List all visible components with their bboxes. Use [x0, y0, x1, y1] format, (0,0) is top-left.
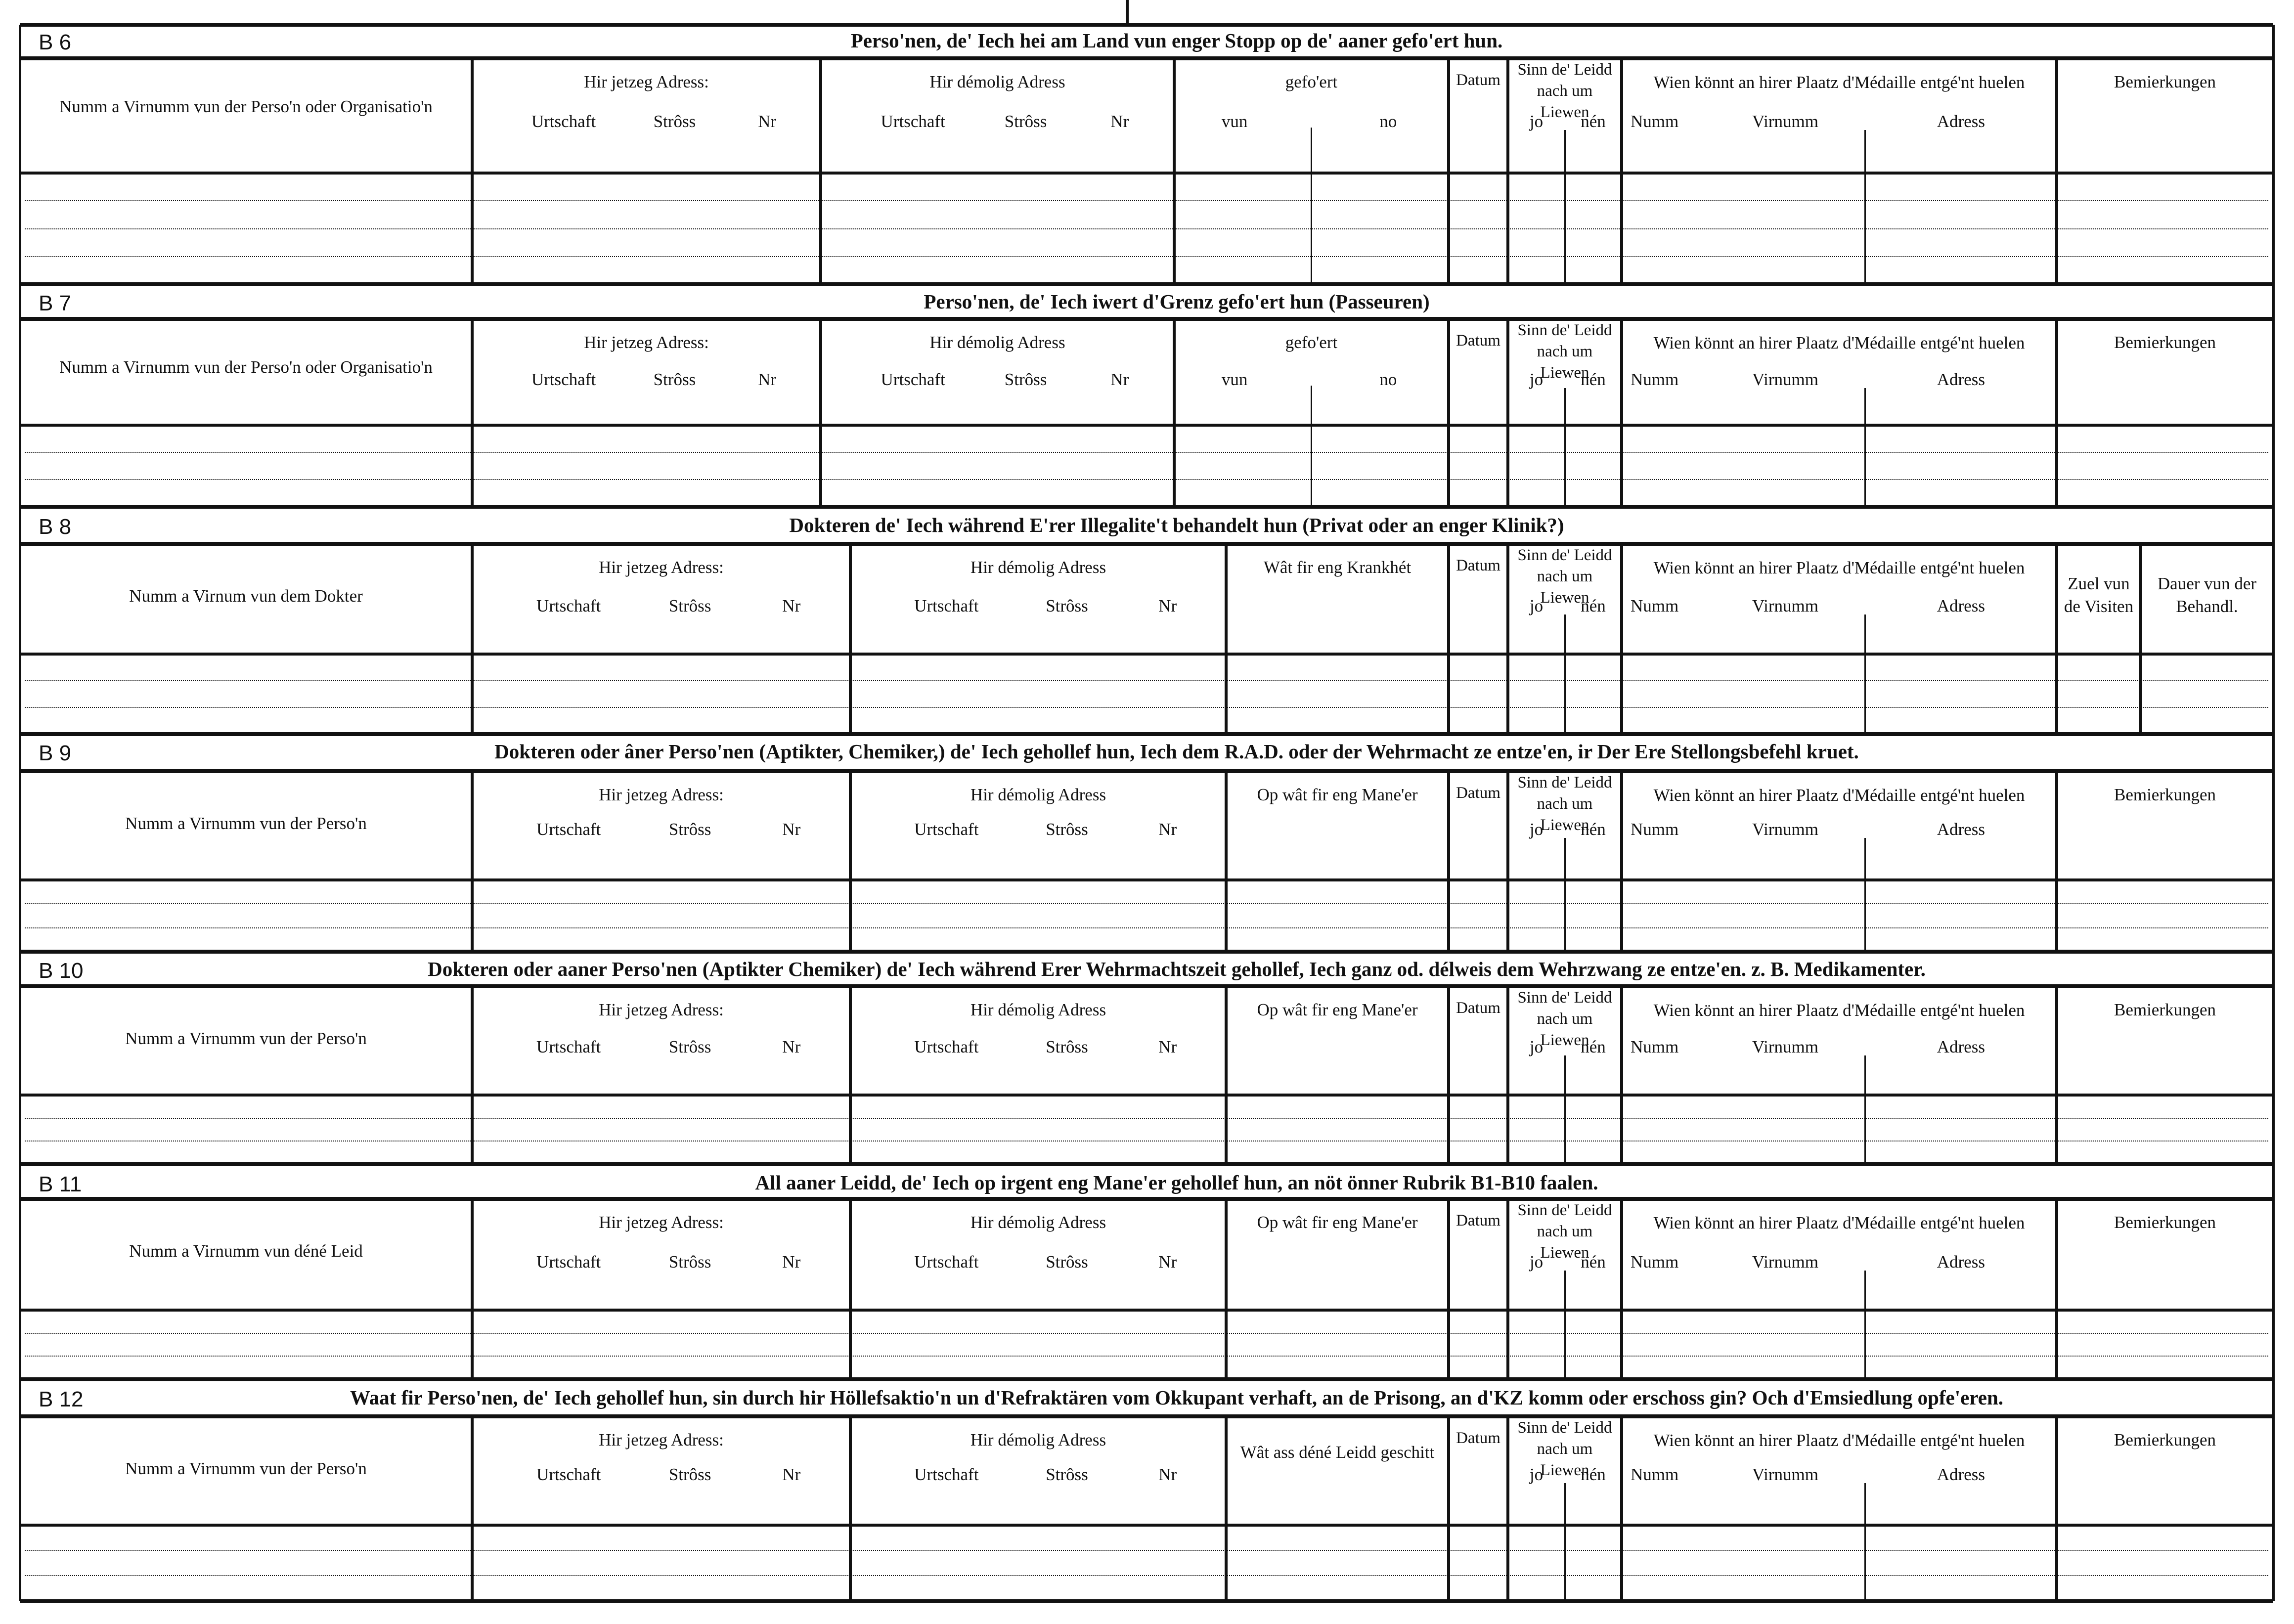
urtschaft-label: Urtschaft [881, 370, 945, 389]
adress-label: Adress [1937, 370, 1985, 389]
numm-label: Numm [1631, 370, 1679, 389]
virnumm-label: Virnumm [1752, 370, 1819, 389]
stross-label: Strôss [1046, 1037, 1088, 1056]
sinn-label: Sinn de' Leidd nach um Liewen [1517, 61, 1612, 121]
writing-line [25, 1333, 2268, 1334]
urtschaft-label: Urtschaft [914, 820, 979, 839]
adress-label: Adress [1937, 1037, 1985, 1056]
urtschaft-label: Urtschaft [536, 1252, 601, 1272]
column-divider [1447, 58, 1450, 284]
urtschaft-label: Urtschaft [914, 1252, 979, 1272]
column-divider [1173, 319, 1176, 507]
medal-address-divider [1864, 1483, 1866, 1601]
urtschaft-label: Urtschaft [536, 820, 601, 839]
vun-label: vun [1221, 370, 1248, 389]
numm-label: Numm [1631, 112, 1679, 131]
numm-label: Numm [1631, 596, 1679, 615]
urtschaft-label: Urtschaft [914, 596, 979, 615]
name-column-label: Numm a Virnum vun dem Dokter [129, 586, 363, 606]
stross-label: Strôss [1004, 370, 1047, 389]
remarks-label: Bemierkungen [2114, 1000, 2216, 1019]
jo-nen-divider [1564, 1483, 1566, 1601]
name-column-label: Numm a Virnumm vun der Perso'n [125, 814, 367, 833]
jo-label: jo [1529, 1252, 1544, 1272]
column-divider [1506, 771, 1509, 952]
stross-label: Strôss [668, 596, 711, 615]
column-divider [471, 544, 474, 734]
section-code: B 6 [39, 30, 72, 54]
column-divider [1447, 986, 1450, 1164]
no-label: no [1379, 370, 1397, 389]
nr-label: Nr [1158, 1037, 1177, 1056]
section-code: B 11 [39, 1172, 82, 1196]
writing-line [25, 200, 2268, 201]
column-divider [2055, 319, 2058, 507]
column-divider [2055, 771, 2058, 952]
nr-label: Nr [1110, 112, 1129, 131]
datum-label: Datum [1456, 1212, 1500, 1229]
jo-label: jo [1529, 1037, 1544, 1056]
urtschaft-label: Urtschaft [536, 1037, 601, 1056]
jo-label: jo [1529, 596, 1544, 615]
frame-right [2272, 25, 2275, 1601]
column-divider [1506, 1416, 1509, 1601]
section-title: Perso'nen, de' Iech hei am Land vun enger Stopp op de' aaner gefo'ert hun. [850, 29, 1503, 52]
adress-label: Adress [1937, 596, 1985, 615]
current-address-label: Hir jetzeg Adress: [599, 785, 724, 804]
section-body-rule [20, 424, 2273, 427]
gefoert-label: gefo'ert [1285, 333, 1338, 352]
jo-nen-divider [1564, 838, 1566, 952]
duration-label: Dauer vun der Behandl. [2157, 574, 2257, 616]
urtschaft-label: Urtschaft [914, 1465, 979, 1484]
section-bottom-rule [20, 282, 2273, 286]
stross-label: Strôss [1046, 1252, 1088, 1272]
section-header-rule [20, 317, 2273, 321]
column-divider [1225, 771, 1228, 952]
medal-address-divider [1864, 388, 1866, 507]
column-divider [849, 771, 852, 952]
column-divider [1620, 58, 1623, 284]
nr-label: Nr [758, 112, 777, 131]
urtschaft-label: Urtschaft [531, 370, 596, 389]
section-code: B 9 [39, 741, 72, 765]
former-address-label: Hir démolig Adress [929, 72, 1065, 91]
column-divider [1447, 771, 1450, 952]
nr-label: Nr [758, 370, 777, 389]
writing-line [25, 927, 2268, 928]
numm-label: Numm [1631, 1252, 1679, 1272]
section-bottom-rule [20, 1377, 2273, 1381]
former-address-label: Hir démolig Adress [970, 558, 1106, 577]
column-divider [1225, 1199, 1228, 1379]
medal-address-divider [1864, 130, 1866, 284]
column-divider [471, 58, 474, 284]
column-divider [2055, 1199, 2058, 1379]
section-title: Dokteren de' Iech während E'rer Illegalite't behandelt hun (Privat oder an enger Klinik?) [789, 514, 1564, 536]
writing-line [25, 903, 2268, 904]
remarks-label: Bemierkungen [2114, 72, 2216, 91]
frame-left [19, 25, 21, 1601]
current-address-label: Hir jetzeg Adress: [599, 1430, 724, 1449]
stross-label: Strôss [668, 820, 711, 839]
urtschaft-label: Urtschaft [881, 112, 945, 131]
remarks-label: Bemierkungen [2114, 333, 2216, 352]
adress-label: Adress [1937, 820, 1985, 839]
name-column-label: Numm a Virnumm vun der Perso'n [125, 1029, 367, 1048]
illness-label: Wât fir eng Krankhét [1263, 558, 1412, 577]
column-divider [1620, 1416, 1623, 1601]
medal-address-divider [1864, 1055, 1866, 1164]
jo-nen-divider [1564, 130, 1566, 284]
medal-label: Wien könnt an hirer Plaatz d'Médaille entgé'nt huelen [1653, 786, 2025, 805]
section-title: Perso'nen, de' Iech iwert d'Grenz gefo'ert hun (Passeuren) [924, 290, 1430, 313]
manner-label: Op wât fir eng Mane'er [1257, 1213, 1418, 1232]
stross-label: Strôss [668, 1252, 711, 1272]
what-happened-label: Wât ass déné Leidd geschitt [1240, 1443, 1435, 1462]
datum-label: Datum [1456, 999, 1500, 1017]
sinn-label: Sinn de' Leidd nach um Liewen [1517, 774, 1612, 834]
column-divider [849, 986, 852, 1164]
column-divider [471, 1199, 474, 1379]
column-divider [1620, 771, 1623, 952]
numm-label: Numm [1631, 1037, 1679, 1056]
column-divider [849, 1416, 852, 1601]
section-header-rule [20, 542, 2273, 546]
sinn-label: Sinn de' Leidd nach um Liewen [1517, 1419, 1612, 1479]
nen-label: nén [1581, 1037, 1606, 1056]
stross-label: Strôss [1046, 1465, 1088, 1484]
nr-label: Nr [782, 820, 801, 839]
nen-label: nén [1581, 1252, 1606, 1272]
writing-line [25, 452, 2268, 453]
jo-label: jo [1529, 820, 1544, 839]
jo-nen-divider [1564, 1271, 1566, 1379]
column-divider [471, 319, 474, 507]
nr-label: Nr [782, 1465, 801, 1484]
section-bottom-rule [20, 732, 2273, 736]
writing-line [25, 228, 2268, 229]
writing-line [25, 1550, 2268, 1551]
column-divider [849, 1199, 852, 1379]
nen-label: nén [1581, 112, 1606, 131]
nr-label: Nr [1110, 370, 1129, 389]
stross-label: Strôss [653, 112, 696, 131]
jo-nen-divider [1564, 388, 1566, 507]
stross-label: Strôss [1046, 820, 1088, 839]
column-divider [1447, 319, 1450, 507]
virnumm-label: Virnumm [1752, 820, 1819, 839]
section-title: Dokteren oder âner Perso'nen (Aptikter, Chemiker,) de' Iech gehollef hun, Iech dem R.A.D. oder der Wehrmacht ze entze'en, ir Der Ere Stellongsbefehl kruet. [494, 740, 1859, 763]
current-address-label: Hir jetzeg Adress: [584, 333, 709, 352]
column-divider [2139, 544, 2142, 734]
writing-line [25, 707, 2268, 708]
section-bottom-rule [20, 950, 2273, 954]
remarks-label: Bemierkungen [2114, 785, 2216, 804]
visits-label: Zuel vun de Visiten [2064, 574, 2134, 616]
nr-label: Nr [1158, 1252, 1177, 1272]
column-divider [1447, 1199, 1450, 1379]
section-body-rule [20, 172, 2273, 175]
writing-line [25, 1118, 2268, 1119]
column-divider [2055, 1416, 2058, 1601]
stross-label: Strôss [653, 370, 696, 389]
nr-label: Nr [1158, 596, 1177, 615]
section-bottom-rule [20, 505, 2273, 509]
frame-top [20, 23, 2273, 27]
former-address-label: Hir démolig Adress [970, 785, 1106, 804]
name-column-label: Numm a Virnumm vun der Perso'n oder Organisatio'n [59, 357, 433, 377]
name-column-label: Numm a Virnumm vun der Perso'n [125, 1459, 367, 1478]
section-body-rule [20, 1094, 2273, 1097]
manner-label: Op wât fir eng Mane'er [1257, 1000, 1418, 1019]
remarks-label: Bemierkungen [2114, 1213, 2216, 1232]
column-divider [2055, 58, 2058, 284]
writing-line [25, 479, 2268, 480]
current-address-label: Hir jetzeg Adress: [599, 1000, 724, 1019]
datum-label: Datum [1456, 1429, 1500, 1447]
section-code: B 8 [39, 515, 72, 539]
current-address-label: Hir jetzeg Adress: [599, 558, 724, 577]
name-column-label: Numm a Virnumm vun der Perso'n oder Organisatio'n [59, 97, 433, 116]
column-divider [1506, 986, 1509, 1164]
medal-label: Wien könnt an hirer Plaatz d'Médaille entgé'nt huelen [1653, 1001, 2025, 1020]
writing-line [25, 680, 2268, 681]
jo-nen-divider [1564, 1055, 1566, 1164]
column-divider [1506, 319, 1509, 507]
urtschaft-label: Urtschaft [536, 596, 601, 615]
column-divider [1620, 1199, 1623, 1379]
column-divider [1225, 986, 1228, 1164]
column-divider [1173, 58, 1176, 284]
virnumm-label: Virnumm [1752, 1037, 1819, 1056]
column-divider [2055, 544, 2058, 734]
nr-label: Nr [782, 1252, 801, 1272]
writing-line [25, 1356, 2268, 1357]
urtschaft-label: Urtschaft [531, 112, 596, 131]
section-code: B 7 [39, 291, 72, 315]
nr-label: Nr [782, 596, 801, 615]
column-divider [1225, 544, 1228, 734]
name-column-label: Numm a Virnumm vun déné Leid [129, 1241, 363, 1261]
column-divider [471, 771, 474, 952]
column-divider [1447, 544, 1450, 734]
jo-label: jo [1529, 370, 1544, 389]
section-title: Waat fir Perso'nen, de' Iech gehollef hun, sin durch hir Höllefsaktio'n un d'Refraktären vom Okkupant verhaft, an de Prisong, an d'KZ komm oder erschoss gin? Och d'Emsiedlung opfe'eren. [350, 1386, 2004, 1409]
section-code: B 10 [39, 959, 84, 983]
virnumm-label: Virnumm [1752, 596, 1819, 615]
frame-bottom [20, 1599, 2273, 1603]
section-code: B 12 [39, 1387, 84, 1411]
medal-label: Wien könnt an hirer Plaatz d'Médaille entgé'nt huelen [1653, 1213, 2025, 1232]
jo-nen-divider [1564, 614, 1566, 734]
column-divider [1620, 544, 1623, 734]
column-divider [1506, 544, 1509, 734]
gefoert-divider [1311, 128, 1312, 284]
section-body-rule [20, 1309, 2273, 1312]
medal-label: Wien könnt an hirer Plaatz d'Médaille entgé'nt huelen [1653, 1431, 2025, 1450]
column-divider [1447, 1416, 1450, 1601]
former-address-label: Hir démolig Adress [970, 1213, 1106, 1232]
column-divider [2055, 986, 2058, 1164]
stross-label: Strôss [1046, 596, 1088, 615]
adress-label: Adress [1937, 1465, 1985, 1484]
medal-label: Wien könnt an hirer Plaatz d'Médaille entgé'nt huelen [1653, 333, 2025, 352]
vun-label: vun [1221, 112, 1248, 131]
current-address-label: Hir jetzeg Adress: [584, 72, 709, 91]
nr-label: Nr [782, 1037, 801, 1056]
section-header-rule [20, 769, 2273, 773]
no-label: no [1379, 112, 1397, 131]
section-header-rule [20, 984, 2273, 988]
jo-label: jo [1529, 1465, 1544, 1484]
column-divider [849, 544, 852, 734]
datum-label: Datum [1456, 784, 1500, 802]
adress-label: Adress [1937, 112, 1985, 131]
section-body-rule [20, 653, 2273, 656]
gefoert-label: gefo'ert [1285, 72, 1338, 91]
sinn-label: Sinn de' Leidd nach um Liewen [1517, 321, 1612, 382]
column-divider [471, 1416, 474, 1601]
medal-address-divider [1864, 1271, 1866, 1379]
urtschaft-label: Urtschaft [536, 1465, 601, 1484]
nen-label: nén [1581, 820, 1606, 839]
virnumm-label: Virnumm [1752, 1465, 1819, 1484]
column-divider [471, 986, 474, 1164]
numm-label: Numm [1631, 820, 1679, 839]
former-address-label: Hir démolig Adress [929, 333, 1065, 352]
manner-label: Op wât fir eng Mane'er [1257, 785, 1418, 804]
section-body-rule [20, 878, 2273, 881]
writing-line [25, 256, 2268, 257]
section-title: All aaner Leidd, de' Iech op irgent eng Mane'er gehollef hun, an nöt önner Rubrik B1-B10 faalen. [755, 1171, 1598, 1194]
column-divider [1225, 1416, 1228, 1601]
column-divider [819, 58, 822, 284]
binding-mark [1126, 0, 1129, 25]
section-header-rule [20, 56, 2273, 60]
section-bottom-rule [20, 1162, 2273, 1166]
stross-label: Strôss [668, 1465, 711, 1484]
datum-label: Datum [1456, 71, 1500, 89]
column-divider [1506, 1199, 1509, 1379]
section-title: Dokteren oder aaner Perso'nen (Aptikter Chemiker) de' Iech während Erer Wehrmachtszeit gehollef, Iech ganz od. délweis dem Wehrzwang ze entze'en. z. B. Medikamenter. [428, 958, 1926, 980]
medal-label: Wien könnt an hirer Plaatz d'Médaille entgé'nt huelen [1653, 73, 2025, 92]
jo-label: jo [1529, 112, 1544, 131]
current-address-label: Hir jetzeg Adress: [599, 1213, 724, 1232]
remarks-label: Bemierkungen [2114, 1430, 2216, 1449]
stross-label: Strôss [668, 1037, 711, 1056]
nen-label: nén [1581, 1465, 1606, 1484]
sinn-label: Sinn de' Leidd nach um Liewen [1517, 546, 1612, 607]
gefoert-divider [1311, 386, 1312, 507]
virnumm-label: Virnumm [1752, 112, 1819, 131]
column-divider [1620, 319, 1623, 507]
medal-address-divider [1864, 838, 1866, 952]
adress-label: Adress [1937, 1252, 1985, 1272]
section-header-rule [20, 1197, 2273, 1201]
column-divider [1620, 986, 1623, 1164]
former-address-label: Hir démolig Adress [970, 1000, 1106, 1019]
stross-label: Strôss [1004, 112, 1047, 131]
medal-label: Wien könnt an hirer Plaatz d'Médaille entgé'nt huelen [1653, 558, 2025, 577]
sinn-label: Sinn de' Leidd nach um Liewen [1517, 1201, 1612, 1262]
column-divider [1506, 58, 1509, 284]
column-divider [819, 319, 822, 507]
nr-label: Nr [1158, 1465, 1177, 1484]
section-body-rule [20, 1524, 2273, 1527]
nen-label: nén [1581, 370, 1606, 389]
virnumm-label: Virnumm [1752, 1252, 1819, 1272]
numm-label: Numm [1631, 1465, 1679, 1484]
nr-label: Nr [1158, 820, 1177, 839]
section-header-rule [20, 1414, 2273, 1418]
datum-label: Datum [1456, 557, 1500, 574]
former-address-label: Hir démolig Adress [970, 1430, 1106, 1449]
writing-line [25, 1575, 2268, 1576]
urtschaft-label: Urtschaft [914, 1037, 979, 1056]
medal-address-divider [1864, 614, 1866, 734]
nen-label: nén [1581, 596, 1606, 615]
datum-label: Datum [1456, 332, 1500, 350]
sinn-label: Sinn de' Leidd nach um Liewen [1517, 989, 1612, 1049]
